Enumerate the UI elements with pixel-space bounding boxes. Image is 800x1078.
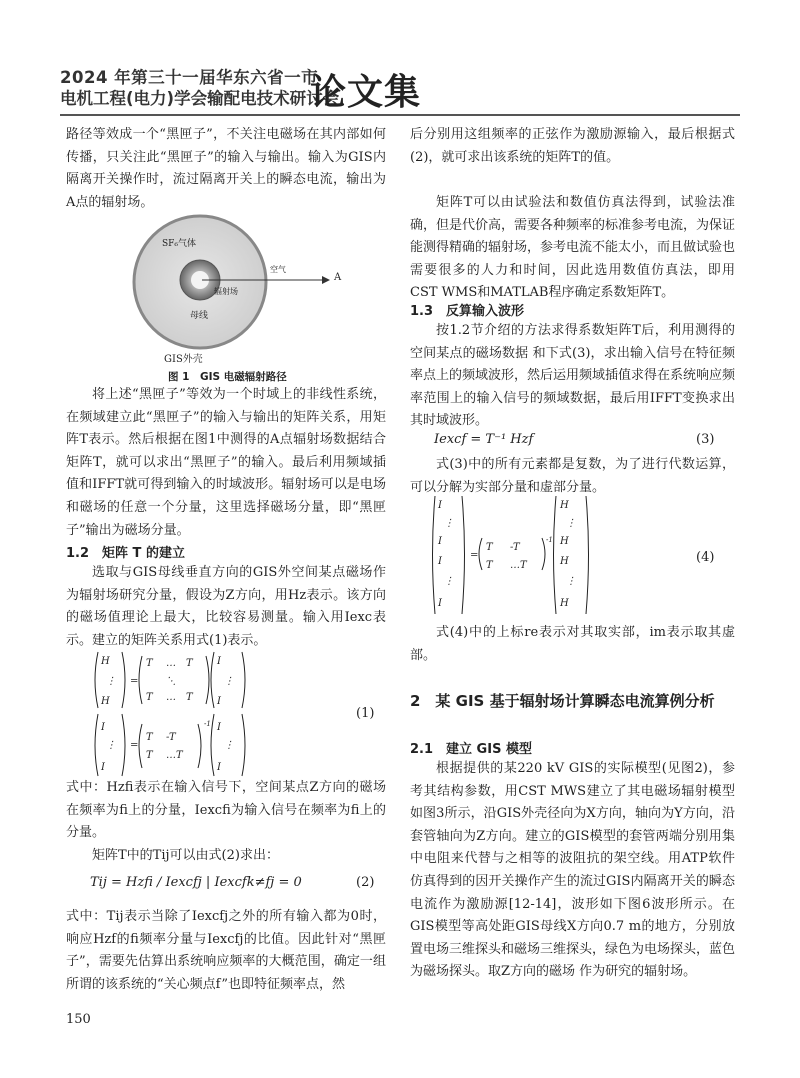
right-para-3: 按1.2节介绍的方法求得系数矩阵T后，利用测得的空间某点的磁场数据 和下式(3)，求出输入信号在特征频率点上的频域波形，然后运用频域插值求得在系统响应频率范围上的输入信号的频域数据，最后用IFFT变换求出其时域波形。: [410, 323, 736, 429]
left-para-2: 将上述“黑匣子”等效为一个时域上的非线性系统，在频域建立此“黑匣子”的输入与输出的矩阵关系，用矩阵T表示。然后根据在图1中测得的A点辐射场数据结合矩阵T，就可以求出“黑匣子”的输入。最后利用频域插值和IFFT就可得到输入的时域波形。辐射场可以是电场和磁场的任意一个分量，这里选择磁场分量，即“黑匣子”输出为磁场分量。: [66, 387, 386, 538]
fig1-label-busbar: 母线: [190, 311, 209, 321]
left-para-3: 选取与GIS母线垂直方向的GIS外空间某点磁场作为辐射场研究分量，假设为Z方向，用Hz表示。该方向的磁场值理论上最大，比较容易测量。输入用Iexc表示。建立的矩阵关系用式(1)表示。: [66, 565, 386, 648]
left-para-5: 矩阵T中的Tij可以由式(2)求出：: [92, 848, 279, 863]
equation-4: [430, 494, 610, 618]
right-para-5: 式(4)中的上标re表示对其取实部，im表示取其虚部。: [410, 625, 735, 663]
section-2-heading: 2 某 GIS 基于辐射场计算瞬态电流算例分析: [410, 692, 715, 710]
svg-text:…: …: [166, 692, 176, 703]
svg-text:T: T: [186, 692, 193, 703]
fig1-label-point-a: A: [334, 272, 342, 283]
left-para-1: 路径等效成一个“黑匣子”，不关注电磁场在其内部如何传播，只关注此“黑匣子”的输入与输出。输入为GIS内隔离开关操作时，流过隔离开关上的瞬态电流，输出为A点的辐射场。: [66, 127, 386, 210]
equation-4-brackets: [430, 494, 610, 618]
svg-text:H: H: [101, 656, 110, 667]
fig1-label-radiation: 辐射场: [214, 287, 238, 296]
header-title: 论文集: [310, 72, 422, 113]
svg-text:T: T: [146, 750, 153, 761]
svg-text:H: H: [560, 598, 569, 609]
svg-text:T: T: [146, 658, 153, 669]
svg-text:I: I: [101, 722, 105, 733]
svg-text:I: I: [438, 598, 442, 609]
svg-text:=: =: [130, 676, 139, 687]
arrow-head-icon: [322, 276, 330, 284]
right-para-6: 根据提供的某220 kV GIS的实际模型(见图2)，参考其结构参数，用CST MWS建立了其电磁场辐射模型如图3所示，沿GIS外壳径向为X方向，轴向为Y方向，沿套管轴向为Z方向。建立的GIS模型的套管两端分别用集中电阻来代替与之相等的波阻抗的架空线。用ATP软件仿真得到的因开关操作产生的流过GIS内隔离开关的瞬态电流作为激励源[12-14]，波形如下图6波形所示。在GIS模型等高处距GIS母线X方向0.7 m的地方，分别放置电场三维探头和磁场三维探头，绿色为电场探头，蓝色为磁场探头。取Z方向的磁场 作为研究的辐射场。: [410, 761, 736, 980]
equation-1-number: (1): [356, 706, 375, 721]
svg-text:⋮: ⋮: [106, 740, 116, 751]
svg-text:I: I: [217, 762, 221, 773]
svg-text:…: …: [166, 658, 176, 669]
svg-text:⋮: ⋮: [444, 576, 454, 587]
svg-text:H: H: [101, 696, 110, 707]
equation-2-number: (2): [356, 875, 375, 890]
equation-1: [92, 650, 292, 780]
svg-text:=: =: [130, 740, 139, 751]
svg-text:…T: …T: [510, 560, 527, 571]
svg-text:I: I: [217, 656, 221, 667]
svg-text:I: I: [217, 696, 221, 707]
header-line2: 电机工程(电力)学会输配电技术研讨会: [60, 89, 340, 108]
svg-text:⋱: ⋱: [166, 676, 176, 687]
svg-text:T: T: [486, 542, 493, 553]
section-1-3-heading: 1.3 反算输入波形: [410, 304, 525, 319]
figure-1: [110, 212, 350, 372]
equation-4-number: (4): [696, 550, 715, 565]
header-line1: 2024 年第三十一届华东六省一市: [60, 68, 319, 87]
svg-text:H: H: [560, 536, 569, 547]
svg-text:⋮: ⋮: [444, 518, 454, 529]
svg-text:T: T: [186, 658, 193, 669]
section-1-2-heading: 1.2 矩阵 T 的建立: [66, 546, 185, 561]
svg-text:…T: …T: [166, 750, 183, 761]
header-rule: [60, 114, 740, 116]
equation-3-number: (3): [696, 432, 715, 447]
right-para-2: 矩阵T可以由试验法和数值仿真法得到，试验法准确，但是代价高，需要各种频率的标准参考电流，为保证能测得精确的辐射场，参考电流不能太小，而且做试验也需要很多的人力和时间，因此选用数值仿真法，即用CST WMS和MATLAB程序确定系数矩阵T。: [410, 195, 736, 301]
equation-3: Iexcf = T⁻¹ Hzf: [434, 432, 534, 447]
svg-text:I: I: [101, 762, 105, 773]
svg-text:T: T: [486, 560, 493, 571]
svg-text:T: T: [146, 692, 153, 703]
section-2-1-heading: 2.1 建立 GIS 模型: [410, 742, 532, 757]
fig1-label-sf6: SF₆气体: [162, 239, 197, 249]
right-para-1: 后分别用这组频率的正弦作为激励源输入，最后根据式(2)，就可求出该系统的矩阵T的值。: [410, 127, 735, 165]
svg-text:I: I: [438, 500, 442, 511]
svg-text:T: T: [146, 732, 153, 743]
svg-text:⋮: ⋮: [224, 676, 234, 687]
svg-text:H: H: [560, 500, 569, 511]
figure-1-caption: 图 1 GIS 电磁辐射路径: [168, 371, 287, 383]
svg-text:I: I: [438, 536, 442, 547]
svg-text:⋮: ⋮: [566, 576, 576, 587]
svg-text:⋮: ⋮: [224, 740, 234, 751]
svg-text:I: I: [217, 722, 221, 733]
svg-text:⋮: ⋮: [106, 676, 116, 687]
left-para-4: 式中：Hzfi表示在输入信号下，空间某点Z方向的磁场在频率为fi上的分量，Iexcfi为输入信号在频率为fi上的分量。: [66, 780, 386, 841]
fig1-label-air: 空气: [270, 265, 286, 274]
svg-text:⋮: ⋮: [566, 518, 576, 529]
equation-2: Tij = Hzfi / Iexcfj | Iexcfk≠fj = 0: [90, 875, 302, 890]
svg-text:H: H: [560, 556, 569, 567]
page-number: 150: [66, 1012, 91, 1027]
right-para-4: 式(3)中的所有元素都是复数，为了进行代数运算，可以分解为实部分量和虚部分量。: [410, 457, 735, 495]
left-para-6: 式中：Tij表示当除了Iexcfj之外的所有输入都为0时，响应Hzf的fi频率分量与Iexcfj的比值。因此针对“黑匣子”，需要先估算出系统响应频率的大概范围，确定一组所谓的该系统的“关心频点f”也即特征频率点，然: [66, 909, 386, 992]
svg-text:-T: -T: [166, 732, 176, 743]
svg-text:=: =: [470, 550, 479, 561]
svg-text:-1: -1: [546, 536, 553, 544]
svg-text:I: I: [438, 556, 442, 567]
equation-1-brackets: [92, 650, 292, 780]
fig1-label-shell: GIS外壳: [164, 354, 203, 365]
svg-text:-T: -T: [510, 542, 520, 553]
svg-text:-1: -1: [204, 720, 211, 728]
